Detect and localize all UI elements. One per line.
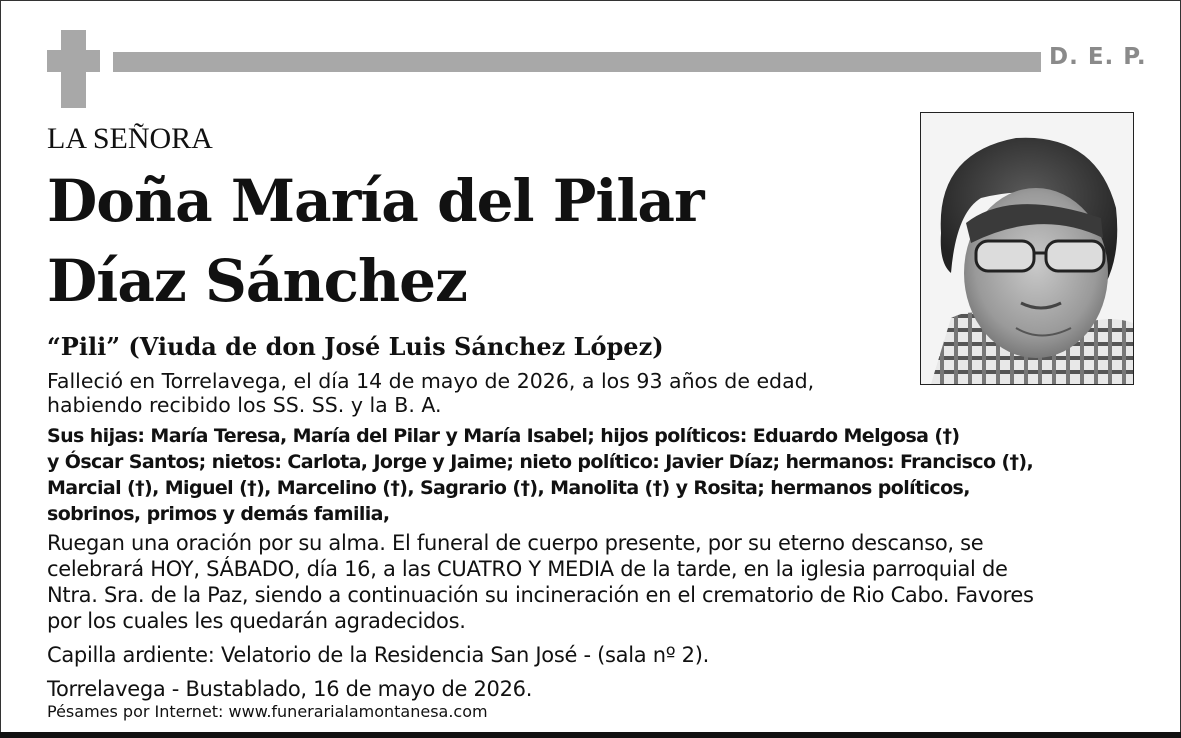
funeral-line: Ntra. Sra. de la Paz, siendo a continuación su incineración en el crematorio de Rio Cabo. Favores bbox=[47, 583, 1034, 607]
death-notice-line1: Falleció en Torrelavega, el día 14 de mayo de 2026, a los 93 años de edad, bbox=[47, 369, 815, 393]
deceased-photo bbox=[920, 112, 1134, 385]
family-line: Marcial (†), Miguel (†), Marcelino (†), Sagrario (†), Manolita (†) y Rosita; hermanos políticos, bbox=[47, 477, 970, 499]
deceased-name-line2: Díaz Sánchez bbox=[47, 247, 467, 315]
family-line: y Óscar Santos; nietos: Carlota, Jorge y Jaime; nieto político: Javier Díaz; hermanos: Francisco (†), bbox=[47, 451, 1034, 473]
family-line: Sus hijas: María Teresa, María del Pilar y María Isabel; hijos políticos: Eduardo Melgosa (†) bbox=[47, 425, 960, 447]
title-prefix: LA SEÑORA bbox=[47, 122, 213, 155]
family-line: sobrinos, primos y demás familia, bbox=[47, 503, 390, 525]
cross-icon-arm bbox=[47, 50, 100, 72]
portrait-image bbox=[921, 113, 1133, 384]
deceased-name-line1: Doña María del Pilar bbox=[47, 167, 704, 235]
family-list bbox=[47, 423, 1147, 527]
place-date: Torrelavega - Bustablado, 16 de mayo de 2026. bbox=[47, 677, 533, 701]
bottom-rule bbox=[0, 732, 1181, 738]
condolences-website: Pésames por Internet: www.funerarialamontanesa.com bbox=[47, 702, 488, 721]
nickname-widow: “Pili” (Viuda de don José Luis Sánchez López) bbox=[47, 332, 664, 361]
header-rule bbox=[113, 52, 1041, 72]
dep-label: D. E. P. bbox=[1049, 44, 1147, 70]
funeral-line: por los cuales les quedarán agradecidos. bbox=[47, 609, 466, 633]
funeral-line: Ruegan una oración por su alma. El funeral de cuerpo presente, por su eterno descanso, se bbox=[47, 531, 984, 555]
funeral-line: celebrará HOY, SÁBADO, día 16, a las CUATRO Y MEDIA de la tarde, en la iglesia parroquial de bbox=[47, 557, 1008, 581]
death-notice-line2: habiendo recibido los SS. SS. y la B. A. bbox=[47, 393, 442, 417]
chapel-info: Capilla ardiente: Velatorio de la Residencia San José - (sala nº 2). bbox=[47, 643, 710, 667]
